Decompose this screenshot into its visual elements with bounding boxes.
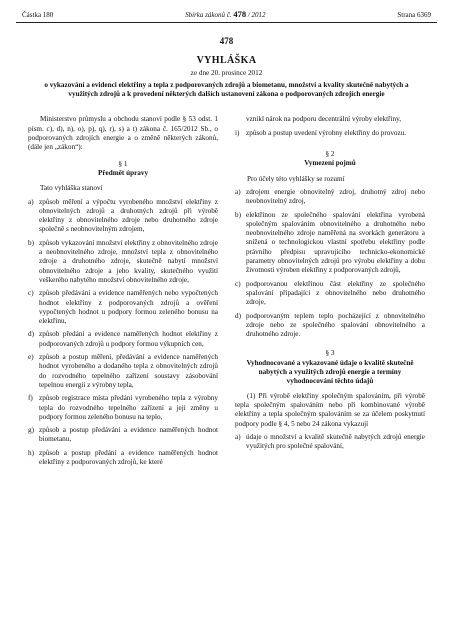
list-item: a) zdrojem energie obnovitelný zdroj, druhotný zdroj nebo neobnovitelný zdroj, xyxy=(235,187,425,206)
list-item: c) podporovanou elektřinou část elektřiny ze společného spalování připadající z obnovitelného nebo druhotného zdroje, xyxy=(235,279,425,307)
section-2-number: § 2 xyxy=(325,150,335,159)
collection-name: Sbírka zákonů č. xyxy=(185,11,232,19)
section-2-lead: Pro účely této vyhlášky se rozumí xyxy=(247,174,345,183)
section-1-number: § 1 xyxy=(118,159,128,168)
list-item: i) způsob a postup uvedení výrobny elektřiny do provozu. xyxy=(235,128,407,137)
list-item: a) způsob měření a výpočtu vyrobeného množství elektřiny z obnovitelných zdrojů a druhotných zdrojů při výrobě elektřiny z obnovitelného zdroje nebo druhotného zdroje společně s neobnovitelným zdrojem, xyxy=(28,197,218,234)
list-item: a) údaje o množství a kvalitě skutečně nabytých zdrojů energie využitých pro společné spalování, xyxy=(235,432,425,451)
section-1-lead: Tato vyhláška stanoví xyxy=(40,184,103,193)
section-2-title: Vymezení pojmů xyxy=(304,159,356,168)
document-date: ze dne 20. prosince 2012 xyxy=(190,68,263,77)
list-item: d) způsob předání a evidence naměřených hodnot elektřiny z podporovaných zdrojů u podpory formou výkupních cen, xyxy=(28,330,218,348)
list-item: b) způsob vykazování množství elektřiny z obnovitelného zdroje a neobnovitelného zdroje, množství tepla z obnovitelného zdroje a druhotného zdroje, skutečně nabytí množství obnovitelného zdroje a jeho kvality, skutečného využití veškerého nabytého množství obnovitelného zdroje, xyxy=(28,238,218,284)
page-number: Strana 6369 xyxy=(397,11,431,19)
document-type: VYHLÁŠKA xyxy=(196,55,257,67)
list-item: b) elektřinou ze společného spalování elektřina vyrobená společným spalováním obnovitelného a druhotného nebo neobnovitelného zdroje naměřená na svorkách generátoru a snížená o technologickou vlastní spotřebu elektřiny podle právního předpisu upravujícího technicko-ekonomické parametry obnovitelných zdrojů pro výrobu elektřiny a dobu životnosti výroben elektřiny z podporovaných zdrojů, xyxy=(235,210,425,275)
right-column xyxy=(235,115,425,471)
page-header xyxy=(16,10,437,23)
list-item: d) podporovaným teplem teplo pocházející z obnovitelného zdroje nebo ze společného spalování obnovitelného a druhotného zdroje. xyxy=(235,311,425,339)
two-column-body xyxy=(16,115,437,471)
section-3-title: Vyhodnocované a vykazované údaje o kvalitě skutečně nabytých a využitých zdrojů energie a termíny vyhodnocování těchto údajů xyxy=(246,358,414,386)
list-item: f) způsob registrace místa předání vyrobeného tepla z výrobny tepla do rozvodného tepelného zařízení a její změny u podpory formou zeleného bonusu na teplo, xyxy=(28,394,218,421)
collection-reference xyxy=(185,10,265,20)
intro-paragraph: Ministerstvo průmyslu a obchodu stanoví podle § 53 odst. 1 písm. c), d), n), o), p), q), r), s) a t) zákona č. 165/2012 Sb., o podporovaných zdrojích energie a o změně některých zákonů, (dále jen „zákon“): xyxy=(28,115,218,152)
section-1-title: Předmět úpravy xyxy=(97,168,149,177)
collection-year: / 2012 xyxy=(247,11,266,19)
list-item: h) způsob a postup předání a evidence naměřených hodnot elektřiny z podporovaných zdrojů, ke které xyxy=(28,448,218,466)
document-subject: o vykazování a evidenci elektřiny a tepla z podporovaných zdrojů a biometanu, množství a kvality skutečně nabytých a využitých zdrojů a k provedení některých dalších ustanovení zákona o podporovaných zdrojích energie xyxy=(44,80,409,99)
list-item: c) způsob předávání a evidence naměřených nebo vypočtených hodnot elektřiny z podporovaných zdrojů a ověření vypočtených hodnot u podpory formou zeleného bonusu na elektřinu, xyxy=(28,289,218,326)
collection-number: 478 xyxy=(233,9,247,19)
section-3-paragraph-1: (1) Při výrobě elektřiny společným spalováním, při výrobě tepla společným spalováním nebo při kombinované výrobě elektřiny a tepla společným spalováním se za účelem poskytnutí podpory podle § 4, 5 nebo 24 zákona vykazují xyxy=(235,391,425,428)
list-item: g) způsob a postup předávání a evidence naměřených hodnot biometanu, xyxy=(28,426,218,444)
document-number: 478 xyxy=(219,36,234,46)
issue-part: Částka 180 xyxy=(22,11,54,19)
list-item: e) způsob a postup měření, předávání a evidence naměřených hodnot vyrobeného a dodaného tepla z obnovitelných zdrojů do rozvodného tepelného zařízení soustavy zásobování tepelnou energií z výrobny tepla, xyxy=(28,353,218,389)
section-3-number: § 3 xyxy=(325,349,335,358)
continued-text: vznikl nárok na podporu decentrální výroby elektřiny, xyxy=(246,115,402,124)
left-column xyxy=(28,115,218,471)
